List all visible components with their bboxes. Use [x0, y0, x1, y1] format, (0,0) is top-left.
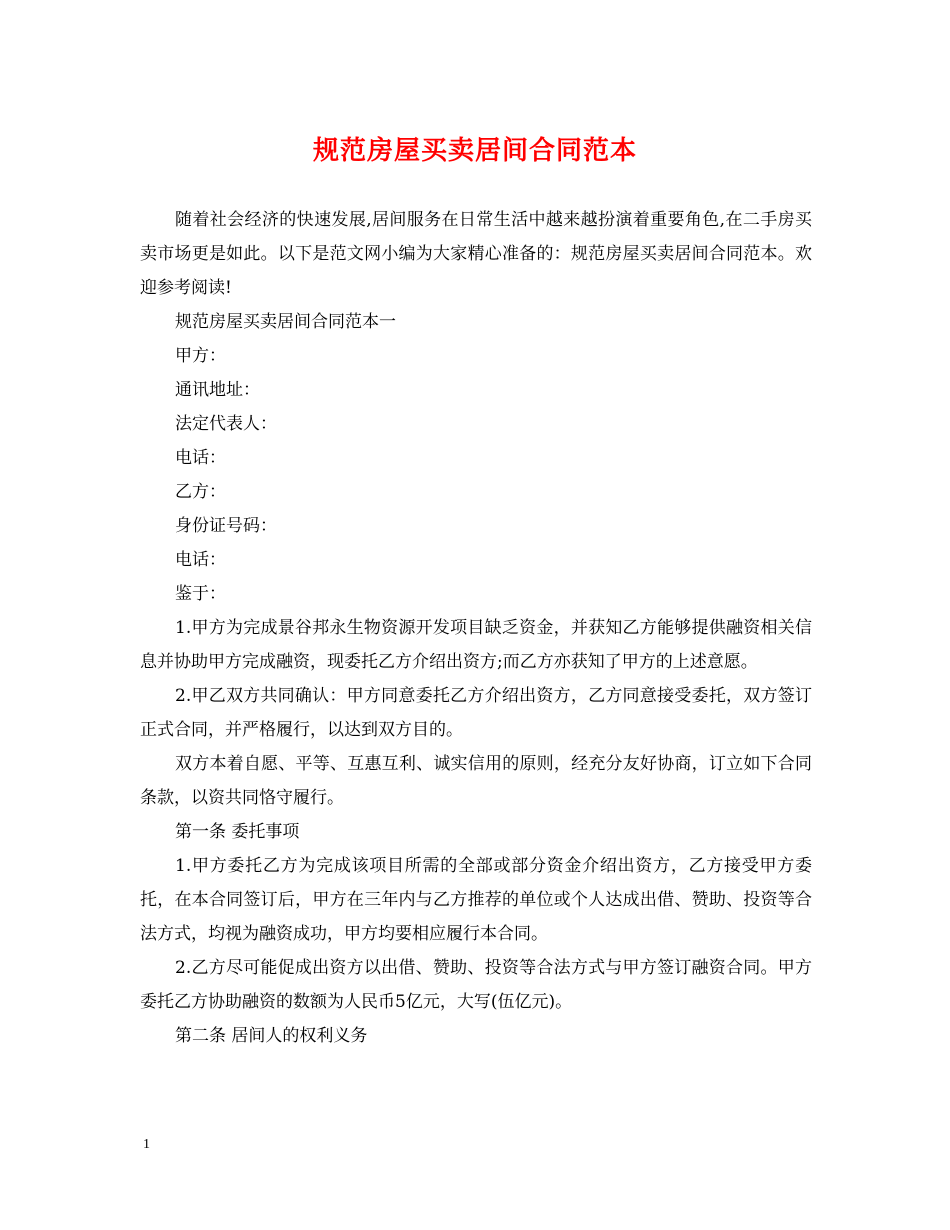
paragraph-article-1-item-2: 2.乙方尽可能促成出资方以出借、赞助、投资等合法方式与甲方签订融资合同。甲方委托乙方协助融资的数额为人民币5亿元，大写(伍亿元)。 — [140, 958, 812, 1012]
paragraph-item-1: 1.甲方为完成景谷邦永生物资源开发项目缺乏资金，并获知乙方能够提供融资相关信息并协助甲方完成融资，现委托乙方介绍出资方;而乙方亦获知了甲方的上述意愿。 — [140, 618, 812, 672]
paragraph-item-2: 2.甲乙双方共同确认：甲方同意委托乙方介绍出资方，乙方同意接受委托，双方签订正式合同，并严格履行，以达到双方目的。 — [140, 686, 812, 740]
paragraph-id-number: 身份证号码： — [175, 516, 277, 536]
paragraph-phone-a: 电话： — [175, 448, 226, 468]
paragraph-principles: 双方本着自愿、平等、互惠互利、诚实信用的原则，经充分友好协商，订立如下合同条款，以资共同恪守履行。 — [140, 754, 812, 808]
paragraph-intro: 随着社会经济的快速发展,居间服务在日常生活中越来越扮演着重要角色,在二手房买卖市场更是如此。以下是范文网小编为大家精心准备的：规范房屋买卖居间合同范本。欢迎参考阅读! — [140, 210, 812, 298]
page-number: 1 — [143, 1137, 150, 1152]
paragraph-whereas: 鉴于： — [175, 584, 226, 604]
paragraph-phone-b: 电话： — [175, 550, 226, 570]
paragraph-article-2-heading: 第二条 居间人的权利义务 — [175, 1026, 368, 1046]
document-body — [140, 203, 812, 1053]
paragraph-template-heading: 规范房屋买卖居间合同范本一 — [175, 312, 396, 332]
paragraph-party-b: 乙方： — [175, 482, 226, 502]
document-title: 规范房屋买卖居间合同范本 — [312, 136, 637, 166]
paragraph-article-1-item-1: 1.甲方委托乙方为完成该项目所需的全部或部分资金介绍出资方，乙方接受甲方委托，在本合同签订后，甲方在三年内与乙方推荐的单位或个人达成出借、赞助、投资等合法方式，均视为融资成功，甲方均要相应履行本合同。 — [140, 856, 812, 944]
paragraph-party-a: 甲方： — [175, 346, 226, 366]
paragraph-address: 通讯地址： — [175, 380, 260, 400]
paragraph-legal-representative: 法定代表人： — [175, 414, 277, 434]
paragraph-article-1-heading: 第一条 委托事项 — [175, 822, 300, 842]
